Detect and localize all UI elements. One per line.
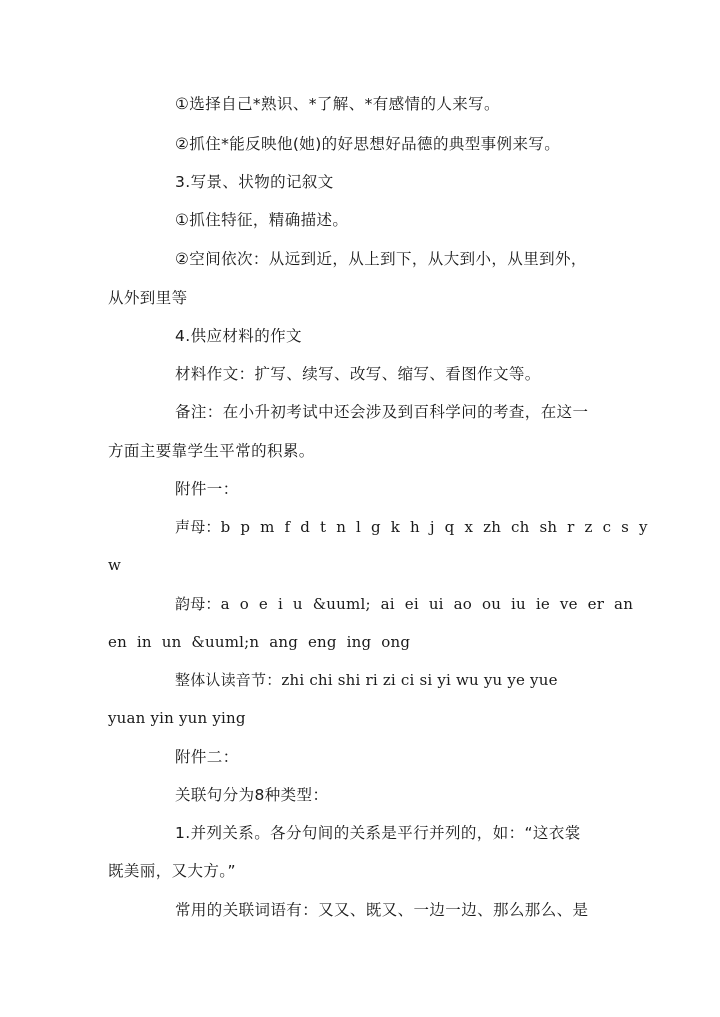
text-line: ①选择自己*熟识、*了解、*有感情的人来写。 xyxy=(175,95,500,113)
text-line: 整体认读音节：zhi chi shi ri zi ci si yi wu yu ye yue xyxy=(175,671,558,689)
text-line: 材料作文：扩写、续写、改写、缩写、看图作文等。 xyxy=(175,365,541,383)
text-line: 附件一： xyxy=(175,480,239,498)
text-line: 4.供应材料的作文 xyxy=(175,327,302,345)
text-line: 常用的关联词语有：又又、既又、一边一边、那么那么、是 xyxy=(175,901,589,919)
text-line: 既美丽，又大方。” xyxy=(108,862,236,880)
text-line: 备注：在小升初考试中还会涉及到百科学问的考查，在这一 xyxy=(175,403,589,421)
text-line: ②抓住*能反映他(她)的好思想好品德的典型事例来写。 xyxy=(175,135,561,153)
text-line: 方面主要靠学生平常的积累。 xyxy=(108,442,315,460)
text-line: ②空间依次：从远到近，从上到下，从大到小，从里到外， xyxy=(175,250,587,268)
text-line: 3.写景、状物的记叙文 xyxy=(175,173,334,191)
text-line: en in un &uuml;n ang eng ing ong xyxy=(108,633,411,651)
text-line: 附件二： xyxy=(175,748,239,766)
text-line: 1.并列关系。各分句间的关系是平行并列的，如：“这衣裳 xyxy=(175,824,581,842)
text-line: w xyxy=(108,556,122,574)
text-line: 从外到里等 xyxy=(108,289,188,307)
text-line: yuan yin yun ying xyxy=(108,709,246,727)
text-line: 韵母：a o e i u &uuml; ai ei ui ao ou iu ie ve er an xyxy=(175,595,634,613)
text-line: 关联句分为8种类型： xyxy=(175,786,329,804)
text-line: 声母：b p m f d t n l g k h j q x zh ch sh r z c s y xyxy=(175,518,648,536)
text-line: ①抓住特征，精确描述。 xyxy=(175,211,349,229)
